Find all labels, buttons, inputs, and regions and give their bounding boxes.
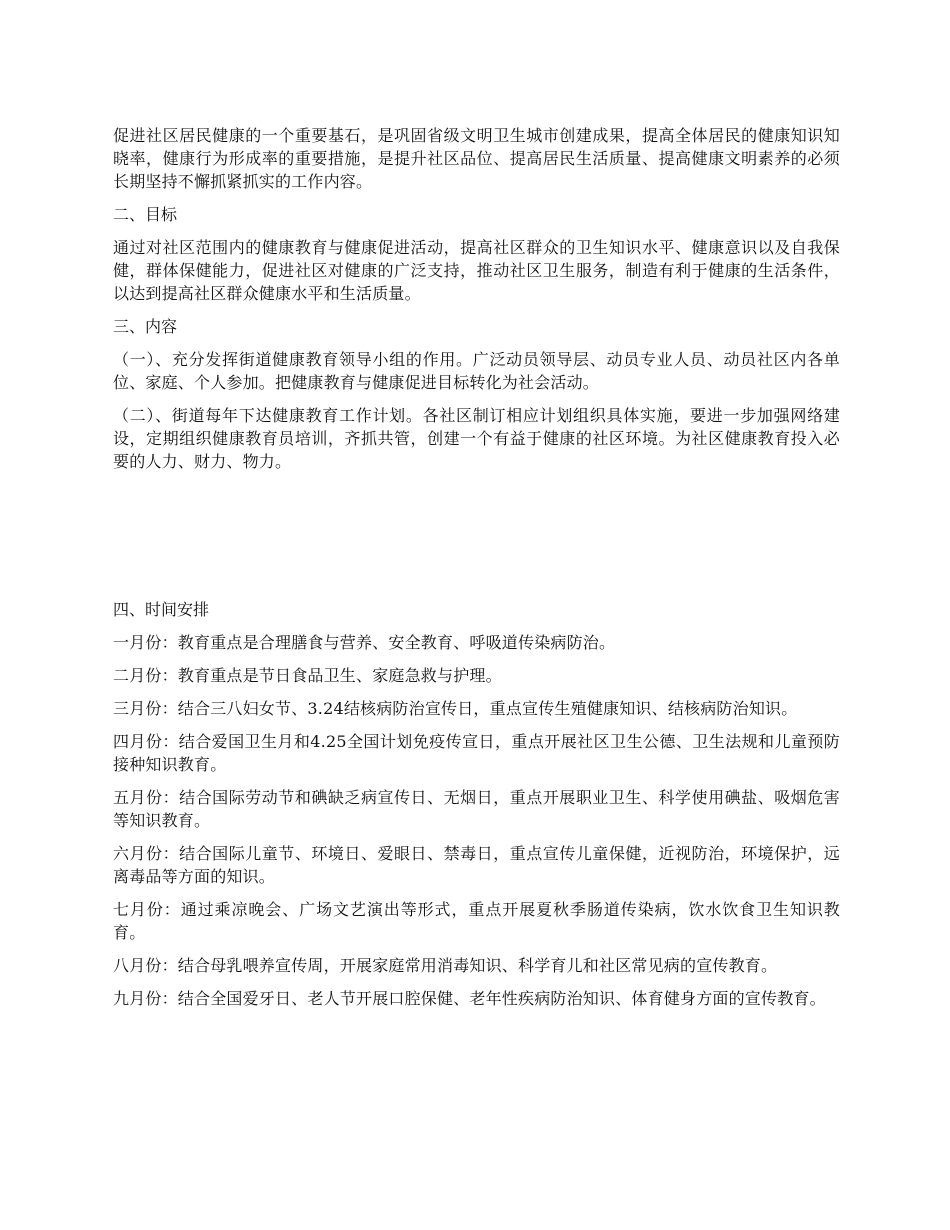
month-item-july: 七月份：通过乘凉晚会、广场文艺演出等形式，重点开展夏秋季肠道传染病，饮水饮食卫生知识教育。 — [113, 900, 840, 942]
goal-heading: 二、目标 — [113, 205, 178, 224]
month-item-august: 八月份：结合母乳喂养宣传周，开展家庭常用消毒知识、科学育儿和社区常见病的宣传教育。 — [113, 956, 778, 975]
intro-paragraph: 促进社区居民健康的一个重要基石，是巩固省级文明卫生城市创建成果，提高全体居民的健康知识知晓率，健康行为形成率的重要措施，是提升社区品位、提高居民生活质量、提高健康文明素养的必须长期坚持不懈抓紧抓实的工作内容。 — [113, 126, 840, 191]
bottom-section — [113, 598, 840, 1020]
month-item-march: 三月份：结合三八妇女节、3.24结核病防治宣传日，重点宣传生殖健康知识、结核病防治知识。 — [113, 699, 798, 718]
top-section — [113, 124, 840, 483]
content-paragraph-2: （二）、街道每年下达健康教育工作计划。各社区制订相应计划组织具体实施，要进一步加强网络建设，定期组织健康教育员培训，齐抓共管，创建一个有益于健康的社区环境。为社区健康教育投入必要的人力、财力、物力。 — [113, 406, 840, 471]
month-item-may: 五月份：结合国际劳动节和碘缺乏病宣传日、无烟日，重点开展职业卫生、科学使用碘盐、吸烟危害等知识教育。 — [113, 788, 840, 830]
content-heading: 三、内容 — [113, 317, 178, 336]
month-item-april: 四月份：结合爱国卫生月和4.25全国计划免疫传宣日，重点开展社区卫生公德、卫生法规和儿童预防接种知识教育。 — [113, 732, 840, 774]
month-item-june: 六月份：结合国际儿童节、环境日、爱眼日、禁毒日，重点宣传儿童保健，近视防治，环境保护，远离毒品等方面的知识。 — [113, 844, 840, 886]
schedule-heading: 四、时间安排 — [113, 600, 210, 619]
goal-paragraph: 通过对社区范围内的健康教育与健康促进活动，提高社区群众的卫生知识水平、健康意识以及自我保健，群体保健能力，促进社区对健康的广泛支持，推动社区卫生服务，制造有利于健康的生活条件，以达到提高社区群众健康水平和生活质量。 — [113, 238, 840, 303]
month-item-september: 九月份：结合全国爱牙日、老人节开展口腔保健、老年性疾病防治知识、体育健身方面的宣传教育。 — [113, 989, 826, 1008]
month-item-february: 二月份：教育重点是节日食品卫生、家庭急救与护理。 — [113, 666, 502, 685]
month-item-january: 一月份：教育重点是合理膳食与营养、安全教育、呼吸道传染病防治。 — [113, 633, 616, 652]
content-paragraph-1: （一）、充分发挥街道健康教育领导小组的作用。广泛动员领导层、动员专业人员、动员社区内各单位、家庭、个人参加。把健康教育与健康促进目标转化为社会活动。 — [113, 350, 840, 392]
